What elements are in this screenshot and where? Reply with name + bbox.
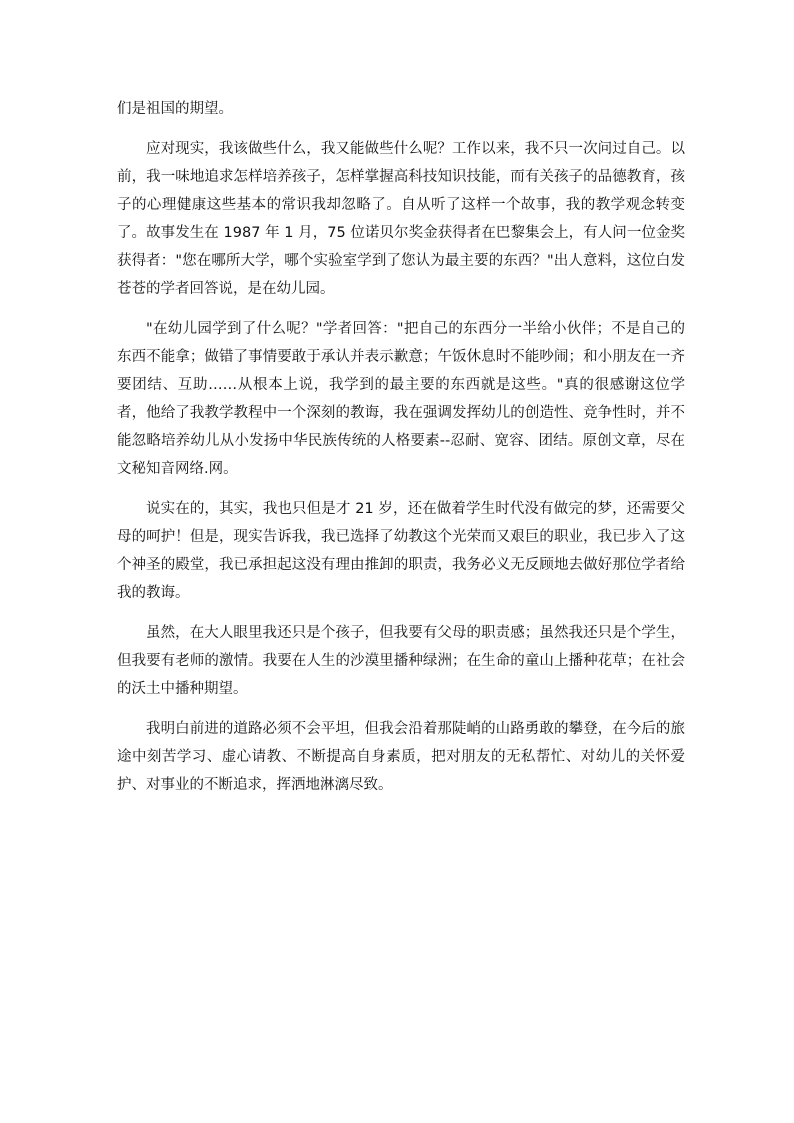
paragraph-kindergarten-lessons: "在幼儿园学到了什么呢？"学者回答："把自己的东西分一半给小伙伴；不是自己的东西不能拿；做错了事情要敢于承认并表示歉意；午饭休息时不能吵闹；和小朋友在一齐要团结、互助……从根本上说，我学到的最主要的东西就是这些。"真的很感谢这位学者，他给了我教学教程中一个深刻的教诲，我在强调发挥幼儿的创造性、竞争性时，并不能忽略培养幼儿从小发扬中华民族传统的人格要素--忍耐、宽容、团结。原创文章，尽在文秘知音网络.网。 xyxy=(117,321,685,477)
paragraph-resolution: 我明白前进的道路必须不会平坦，但我会沿着那陡峭的山路勇敢的攀登，在今后的旅途中刻苦学习、虚心请教、不断提高自身素质，把对朋友的无私帮忙、对幼儿的关怀爱护、对事业的不断追求，挥洒地淋漓尽致。 xyxy=(117,721,685,793)
paragraph-reflection: 应对现实，我该做些什么，我又能做些什么呢？工作以来，我不只一次问过自己。以前，我一味地追求怎样培养孩子，怎样掌握高科技知识技能，而有关孩子的品德教育，孩子的心理健康这些基本的常识我却忽略了。自从听了这样一个故事，我的教学观念转变了。故事发生在 1987 年 1 月，75 位诺贝尔奖金获得者在巴黎集会上，有人问一位金奖获得者："您在哪所大学，哪个实验室学到了您认为最主要的东西？"出人意料，这位白发苍苍的学者回答说，是在幼儿园。 xyxy=(117,141,685,297)
document-body xyxy=(117,95,685,811)
paragraph-age-and-duty: 说实在的，其实，我也只但是才 21 岁，还在做着学生时代没有做完的梦，还需要父母的呵护！但是，现实告诉我，我已选择了幼教这个光荣而又艰巨的职业，我已步入了这个神圣的殿堂，我已承担起这没有理由推卸的职责，我务必义无反顾地去做好那位学者给我的教诲。 xyxy=(117,501,685,601)
paragraph-continuation: 们是祖国的期望。 xyxy=(117,101,233,117)
paragraph-responsibility: 虽然，在大人眼里我还只是个孩子，但我要有父母的职责感；虽然我还只是个学生，但我要有老师的激情。我要在人生的沙漠里播种绿洲；在生命的童山上播种花草；在社会的沃土中播种期望。 xyxy=(117,625,685,697)
